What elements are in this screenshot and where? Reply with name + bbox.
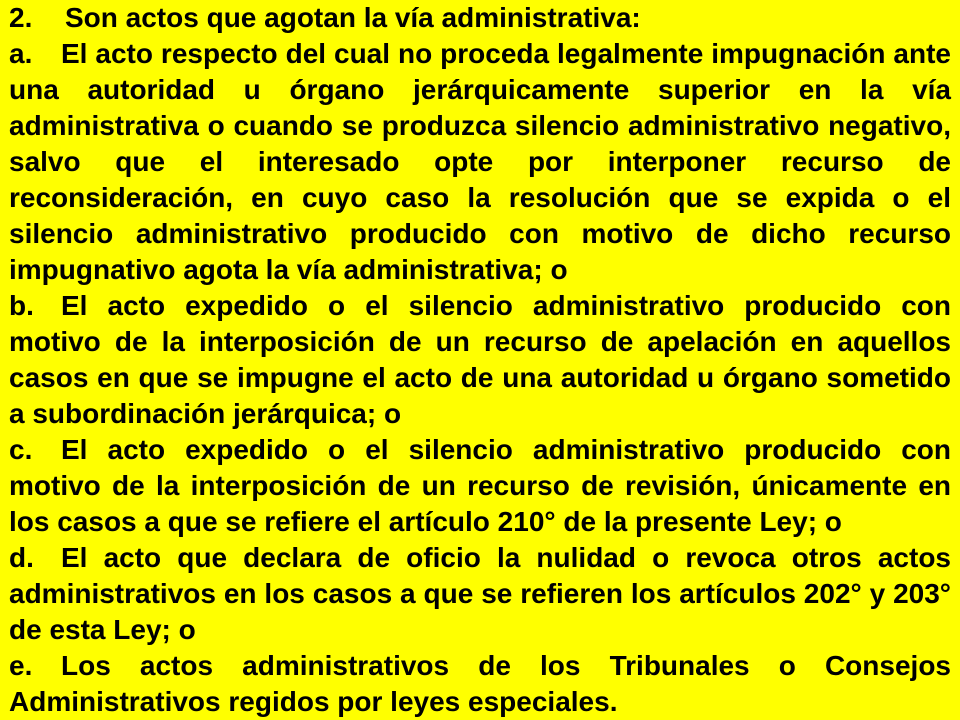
item-c-label: c. xyxy=(9,434,33,465)
item-b-text: El acto expedido o el silencio administrativo producido con motivo de la interposición de un recurso de apelación en aquellos casos en que se impugne el acto de una autoridad u órgano sometido a subordinación jerárquica; o xyxy=(9,290,951,429)
article-heading xyxy=(9,0,951,36)
slide-content xyxy=(9,0,951,720)
heading-text: Son actos que agotan la vía administrativa: xyxy=(65,2,641,33)
item-c-text: El acto expedido o el silencio administrativo producido con motivo de la interposición de un recurso de revisión, únicamente en los casos a que se refiere el artículo 210° de la presente Ley; o xyxy=(9,434,951,537)
list-item-b xyxy=(9,288,951,432)
list-item-d xyxy=(9,540,951,648)
item-a-text: El acto respecto del cual no proceda legalmente impugnación ante una autoridad u órgano jerárquicamente superior en la vía administrativa o cuando se produzca silencio administrativo negativo, salvo que el interesado opte por interponer recurso de reconsideración, en cuyo caso la resolución que se expida o el silencio administrativo producido con motivo de dicho recurso impugnativo agota la vía administrativa; o xyxy=(9,38,951,285)
item-e-text: Los actos administrativos de los Tribunales o Consejos Administrativos regidos por leyes especiales. xyxy=(9,650,951,717)
list-item-e xyxy=(9,648,951,720)
item-d-text: El acto que declara de oficio la nulidad o revoca otros actos administrativos en los casos a que se refieren los artículos 202° y 203° de esta Ley; o xyxy=(9,542,951,645)
item-d-label: d. xyxy=(9,542,34,573)
item-a-label: a. xyxy=(9,38,33,69)
item-e-label: e. xyxy=(9,650,33,681)
list-item-a xyxy=(9,36,951,288)
heading-number: 2. xyxy=(9,2,33,33)
list-item-c xyxy=(9,432,951,540)
item-b-label: b. xyxy=(9,290,34,321)
